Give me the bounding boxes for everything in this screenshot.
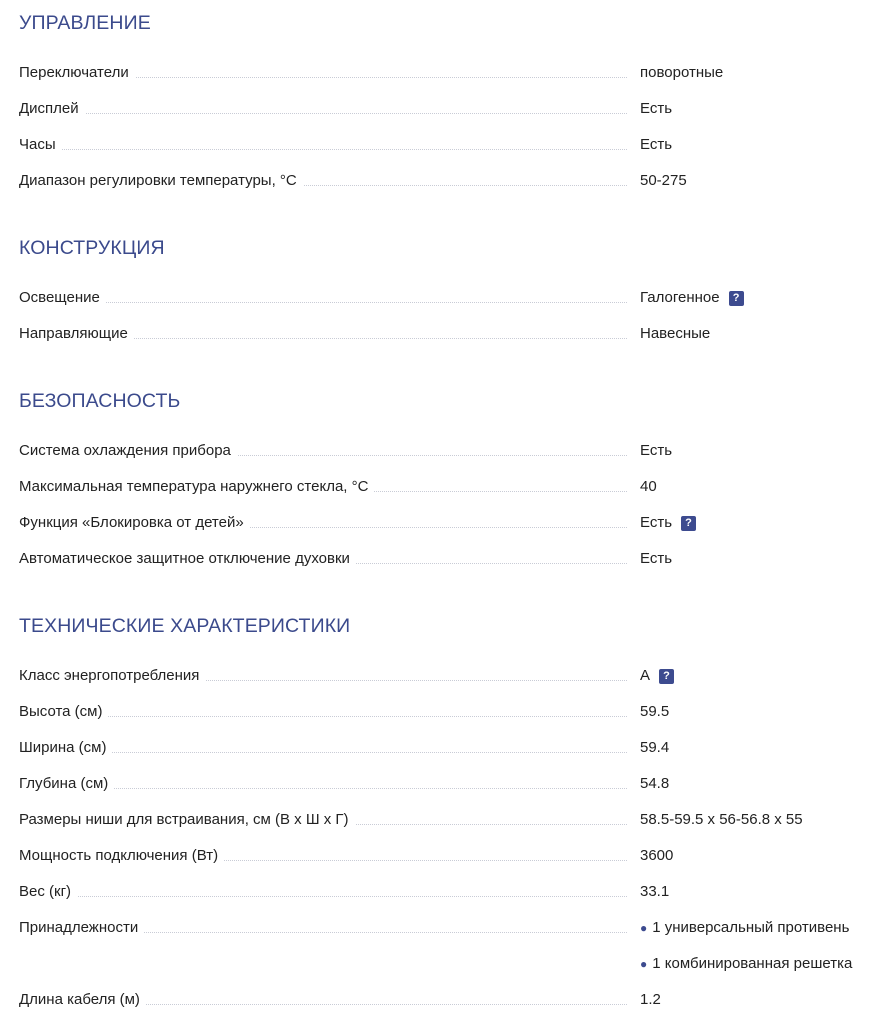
section-title: УПРАВЛЕНИЕ [19, 12, 151, 34]
spec-row [19, 846, 872, 882]
dotted-leader [19, 302, 627, 303]
spec-value: Галогенное ? [640, 288, 744, 308]
dotted-leader [19, 716, 627, 717]
spec-label: Вес (кг) [19, 882, 77, 902]
spec-value: 1.2 [640, 991, 661, 1008]
bullet-icon: ● [640, 921, 648, 935]
spec-value: ● 1 универсальный противень [640, 919, 850, 936]
spec-row [19, 990, 872, 1026]
spec-list [19, 288, 872, 360]
section-technical [19, 614, 872, 1008]
section-title: КОНСТРУКЦИЯ [19, 237, 165, 259]
help-icon[interactable]: ? [659, 669, 674, 684]
spec-row [19, 135, 872, 171]
spec-label: Часы [19, 135, 62, 155]
spec-row [19, 441, 872, 477]
dotted-leader [19, 149, 627, 150]
spec-value: 50-275 [640, 172, 687, 189]
spec-row [19, 738, 872, 774]
spec-value: 59.4 [640, 739, 670, 756]
spec-value: Есть ? [640, 513, 696, 533]
section-construction [19, 236, 872, 342]
spec-value: 54.8 [640, 775, 670, 792]
spec-label: Автоматическое защитное отключение духовки [19, 549, 356, 569]
spec-row [19, 63, 872, 99]
spec-label: Глубина (см) [19, 774, 114, 794]
spec-value: Есть [640, 550, 673, 567]
dotted-leader [19, 896, 627, 897]
spec-value: Есть [640, 442, 673, 459]
spec-label: Диапазон регулировки температуры, °C [19, 171, 303, 191]
spec-label: Функция «Блокировка от детей» [19, 513, 250, 533]
spec-label: Высота (см) [19, 702, 108, 722]
spec-value: поворотные [640, 64, 724, 81]
spec-value: 40 [640, 478, 657, 495]
spec-label: Размеры ниши для встраивания, см (В х Ш х Г) [19, 810, 355, 830]
spec-row [19, 171, 872, 207]
spec-list [19, 441, 872, 585]
spec-value: Есть [640, 100, 673, 117]
spec-label: Класс энергопотребления [19, 666, 205, 686]
spec-value: 59.5 [640, 703, 670, 720]
spec-row [19, 666, 872, 702]
spec-value: Навесные [640, 325, 711, 342]
spec-row [19, 324, 872, 360]
spec-value: 3600 [640, 847, 674, 864]
spec-row [19, 477, 872, 513]
spec-row [19, 513, 872, 549]
spec-row [19, 918, 872, 954]
spec-row [19, 702, 872, 738]
spec-row [19, 954, 872, 990]
dotted-leader [19, 113, 627, 114]
spec-value: A ? [640, 666, 674, 686]
spec-value: ● 1 комбинированная решетка [640, 955, 853, 972]
spec-row [19, 774, 872, 810]
spec-label: Длина кабеля (м) [19, 990, 146, 1010]
spec-label: Направляющие [19, 324, 134, 344]
spec-value: 58.5-59.5 x 56-56.8 x 55 [640, 811, 803, 828]
help-icon[interactable]: ? [681, 516, 696, 531]
spec-label: Освещение [19, 288, 106, 308]
section-title: ТЕХНИЧЕСКИЕ ХАРАКТЕРИСТИКИ [19, 615, 351, 637]
spec-label: Переключатели [19, 63, 135, 83]
spec-label: Дисплей [19, 99, 85, 119]
spec-label: Мощность подключения (Вт) [19, 846, 224, 866]
section-controls [19, 11, 872, 189]
spec-row [19, 99, 872, 135]
bullet-icon: ● [640, 957, 648, 971]
spec-row [19, 882, 872, 918]
spec-row [19, 810, 872, 846]
spec-label: Принадлежности [19, 918, 144, 938]
section-title: БЕЗОПАСНОСТЬ [19, 390, 181, 412]
spec-value: 33.1 [640, 883, 670, 900]
spec-row [19, 288, 872, 324]
spec-value: Есть [640, 136, 673, 153]
spec-list [19, 666, 872, 1026]
spec-label: Максимальная температура наружнего стекла, °C [19, 477, 374, 497]
section-safety [19, 389, 872, 567]
help-icon[interactable]: ? [729, 291, 744, 306]
spec-list [19, 63, 872, 207]
spec-row [19, 549, 872, 585]
spec-label: Система охлаждения прибора [19, 441, 237, 461]
spec-label: Ширина (см) [19, 738, 112, 758]
